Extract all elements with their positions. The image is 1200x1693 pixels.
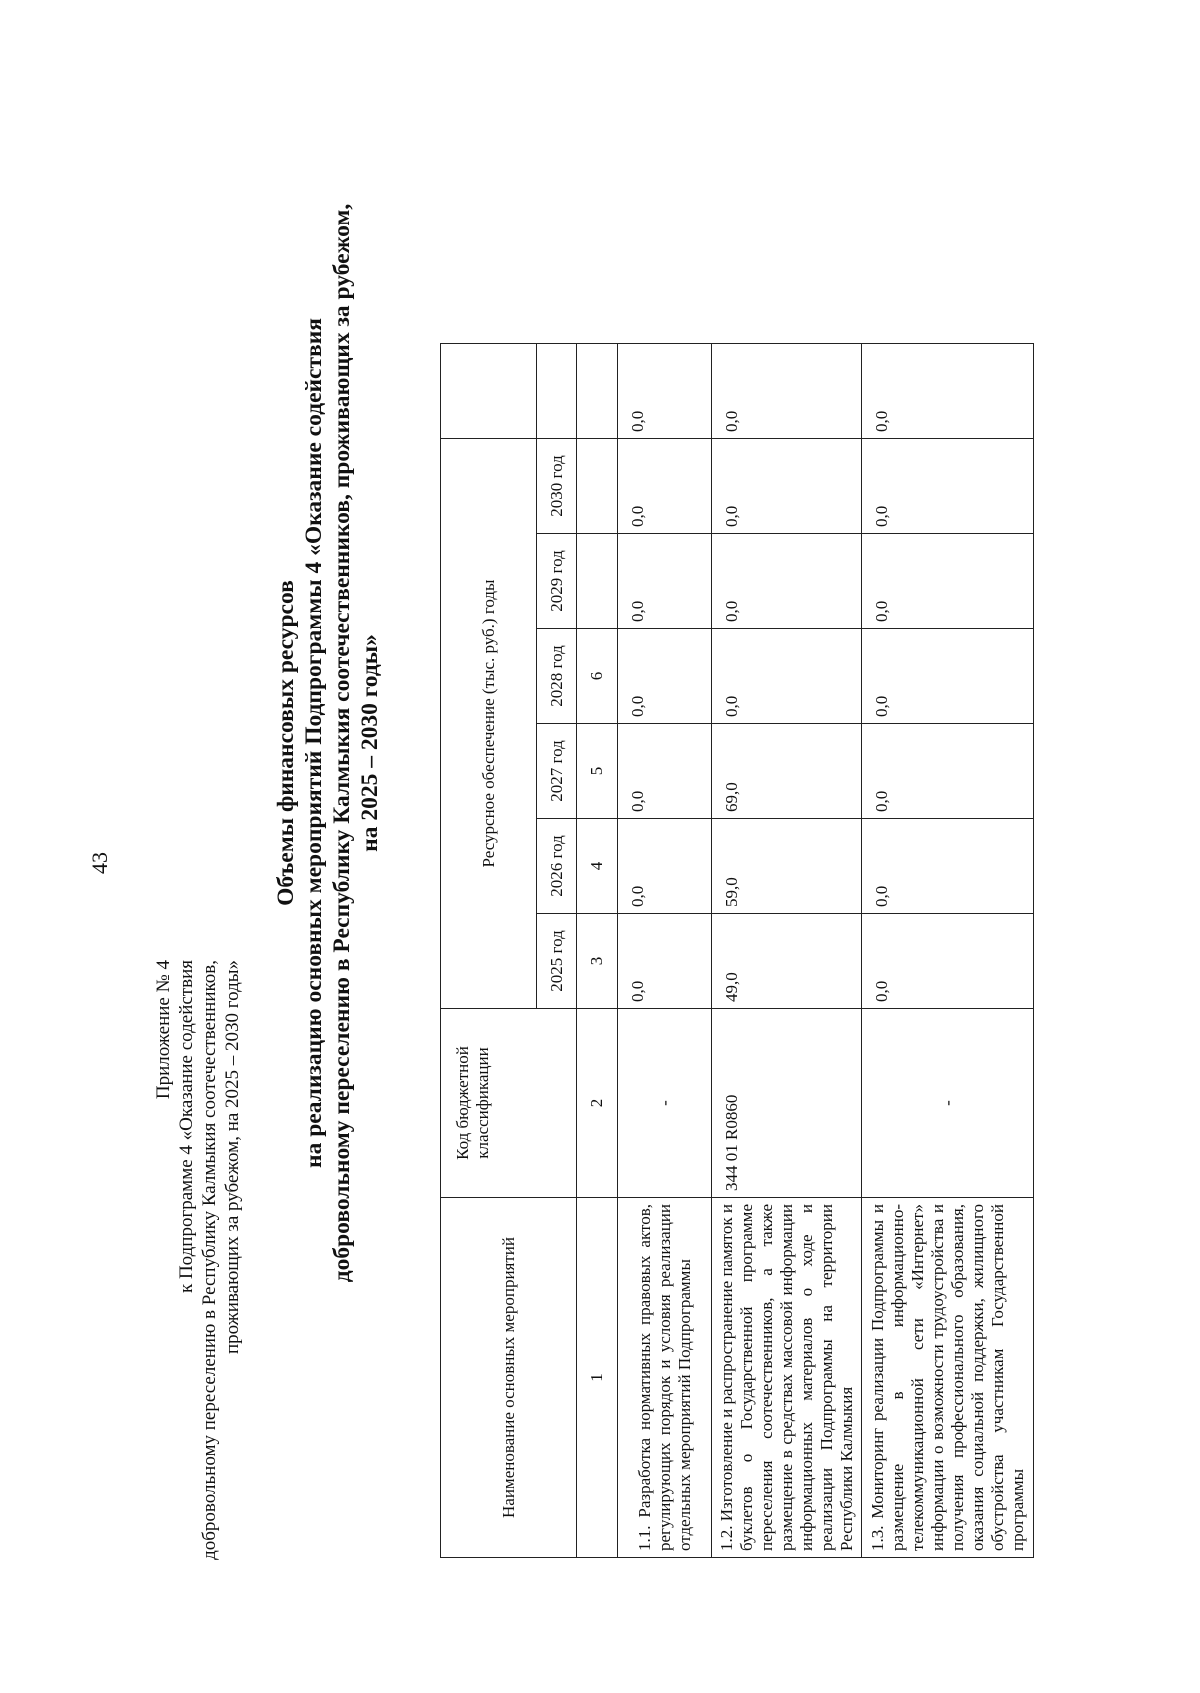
activity-name: 1.3. Мониторинг реализации Подпрограммы и размещение в информационно-телекоммуникационной сети «Интернет» информации о возможности трудоустройства и получения профессионального образования, оказания социальной поддержки, жилищного обустройства участникам Государственной программы [862, 1198, 1034, 1558]
year-header: 2026 год [537, 819, 577, 914]
page-number: 43 [87, 852, 112, 874]
title-line: добровольному переселению в Республику Калмыкия соотечественников, проживающих за рубежом, [329, 203, 355, 1283]
column-number: 1 [577, 1198, 618, 1558]
value-cell: 0,0 [862, 819, 1034, 914]
header-empty-cell [441, 344, 537, 439]
value-cell: 49,0 [712, 914, 862, 1009]
column-number [577, 534, 618, 629]
header-name: Наименование основных мероприятий [441, 1198, 577, 1558]
funding-table [440, 343, 1034, 1558]
header-code: Код бюджетной классификации [441, 1009, 577, 1198]
value-cell: 0,0 [618, 344, 712, 439]
column-number-row [577, 344, 618, 1558]
appendix-line: добровольному переселению в Республику Калмыкия соотечественников, [199, 960, 220, 1560]
table-row [618, 344, 712, 1558]
activity-name: 1.2. Изготовление и распространение памяток и буклетов о Государственной программе переселения соотечественников, а также размещение в средствах массовой информации информационных материалов о ходе и реализации Подпрограммы на территории Республики Калмыкия [712, 1198, 862, 1558]
value-cell: 0,0 [712, 439, 862, 534]
value-cell: 0,0 [862, 439, 1034, 534]
value-cell: 0,0 [862, 914, 1034, 1009]
column-number: 2 [577, 1009, 618, 1198]
activity-name: 1.1. Разработка нормативных правовых актов, регулирующих порядок и условия реализации отдельных мероприятий Подпрограммы [618, 1198, 712, 1558]
value-cell: 0,0 [618, 439, 712, 534]
year-header: 2025 год [537, 914, 577, 1009]
budget-code: - [618, 1009, 712, 1198]
year-header: 2029 год [537, 534, 577, 629]
value-cell: 69,0 [712, 724, 862, 819]
table-row [712, 344, 862, 1558]
value-cell: 0,0 [862, 724, 1034, 819]
budget-code: 344 01 R0860 [712, 1009, 862, 1198]
value-cell: 0,0 [712, 629, 862, 724]
column-number: 4 [577, 819, 618, 914]
appendix-note [152, 960, 244, 1560]
value-cell: 0,0 [618, 914, 712, 1009]
value-cell: 0,0 [618, 724, 712, 819]
year-empty-cell [537, 344, 577, 439]
value-cell: 0,0 [862, 534, 1034, 629]
year-header: 2028 год [537, 629, 577, 724]
value-cell: 0,0 [862, 344, 1034, 439]
column-number: 3 [577, 914, 618, 1009]
column-number: 6 [577, 629, 618, 724]
column-number [577, 439, 618, 534]
header-resources: Ресурсное обеспечение (тыс. руб.) годы [441, 439, 537, 1009]
budget-code: - [862, 1009, 1034, 1198]
table-row [862, 344, 1034, 1558]
column-number [577, 344, 618, 439]
title-line: Объемы финансовых ресурсов [273, 580, 299, 906]
value-cell: 0,0 [862, 629, 1034, 724]
title-line: на реализацию основных мероприятий Подпрограммы 4 «Оказание содействия [301, 318, 327, 1168]
appendix-line: к Подпрограмме 4 «Оказание содействия [176, 960, 197, 1294]
value-cell: 0,0 [618, 629, 712, 724]
value-cell: 0,0 [618, 534, 712, 629]
year-header: 2030 год [537, 439, 577, 534]
appendix-line: проживающих за рубежом, на 2025 – 2030 годы» [222, 960, 243, 1355]
value-cell: 59,0 [712, 819, 862, 914]
header-row [441, 344, 537, 1558]
title-line: на 2025 – 2030 годы» [357, 634, 383, 852]
appendix-line: Приложение № 4 [153, 960, 174, 1100]
value-cell: 0,0 [712, 344, 862, 439]
column-number: 5 [577, 724, 618, 819]
value-cell: 0,0 [618, 819, 712, 914]
document-title [272, 193, 384, 1293]
year-header: 2027 год [537, 724, 577, 819]
value-cell: 0,0 [712, 534, 862, 629]
